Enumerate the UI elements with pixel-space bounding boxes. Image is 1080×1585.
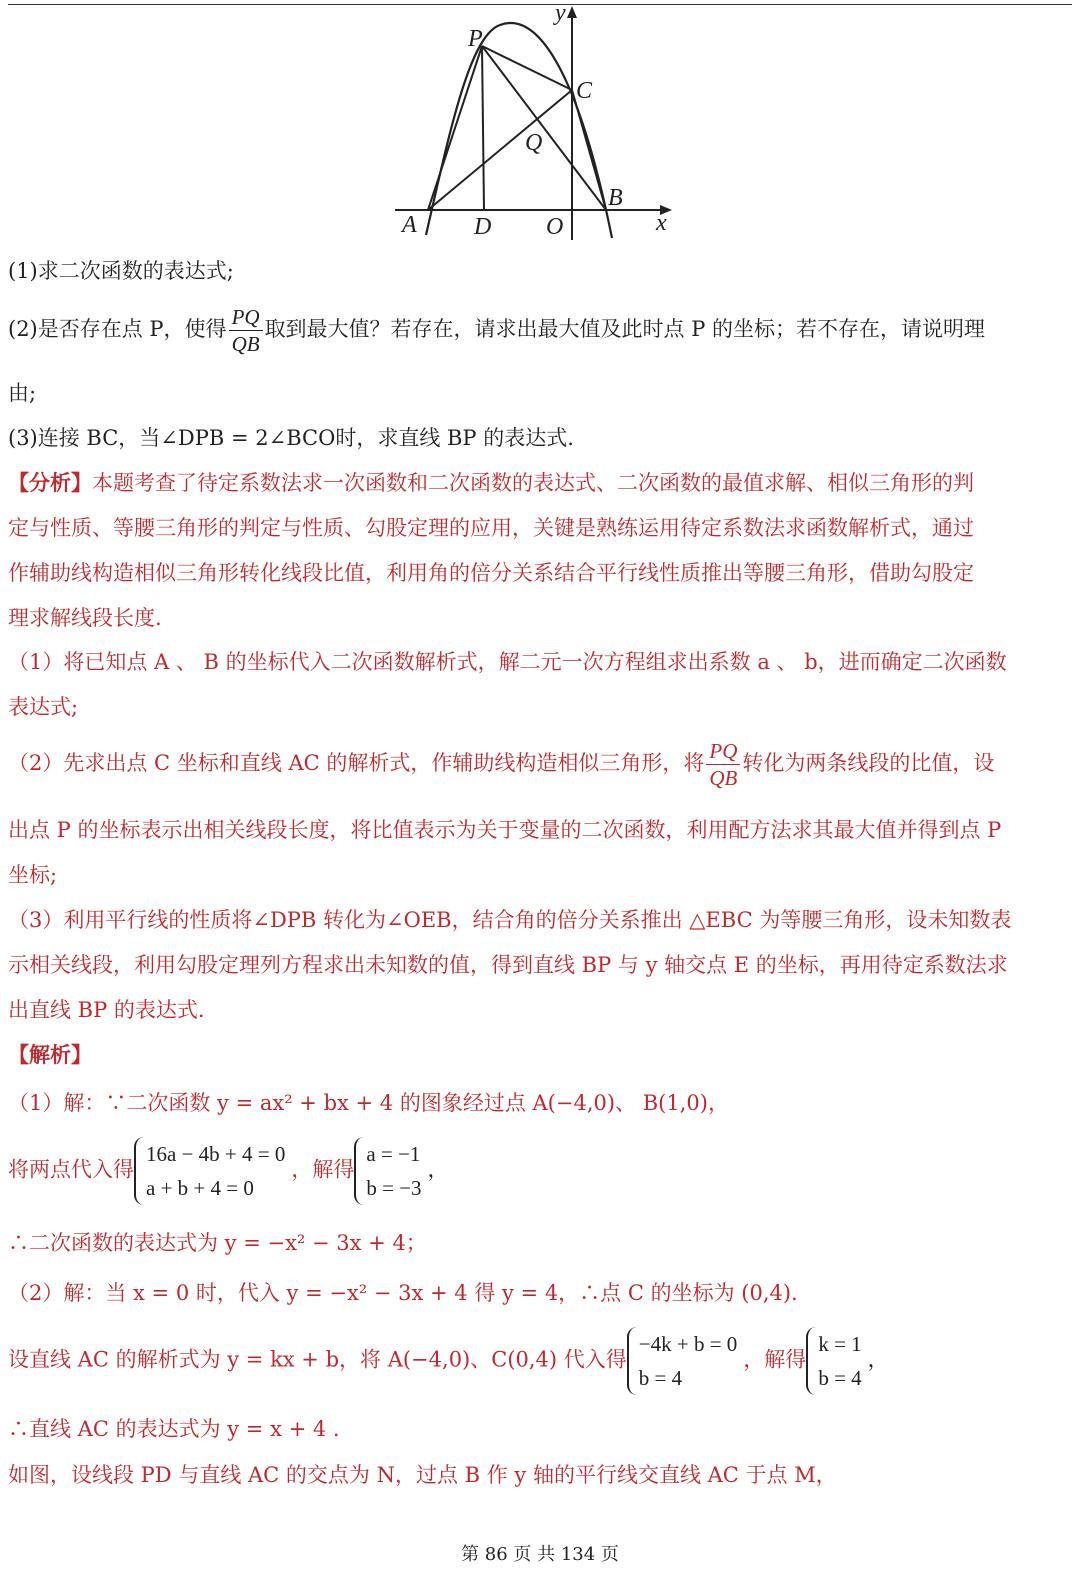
analysis-p2-pre: （2）先求出点 C 坐标和直线 AC 的解析式，作辅助线构造相似三角形，将: [8, 751, 705, 775]
solution-tag: 【解析】: [8, 1042, 92, 1067]
label-Q: Q: [525, 130, 543, 156]
label-P: P: [468, 26, 483, 52]
segment-CB: [572, 90, 606, 210]
solution-s5-end: ，: [867, 1347, 889, 1372]
eq-2-2: b = 4: [638, 1366, 683, 1390]
question-2-pre: (2)是否存在点 P，使得: [8, 317, 227, 341]
ans-1-2: b = −3: [366, 1176, 422, 1200]
analysis-l1: 本题考查了待定系数法求一次函数和二次函数的表达式、二次函数的最值求解、相似三角形的判: [92, 471, 974, 495]
page-footer: 第 86 页 共 134 页: [461, 1544, 619, 1565]
solution-s2: [8, 1137, 449, 1205]
label-D: D: [474, 214, 492, 240]
question-3: (3)连接 BC，当∠DPB = 2∠BCO时，求直线 BP 的表达式.: [8, 426, 574, 450]
analysis-p2b: 出点 P 的坐标表示出相关线段长度，将比值表示为关于变量的二次函数，利用配方法求其最大值并得到点 P: [8, 818, 1002, 842]
equation-solution-2: [806, 1327, 867, 1395]
analysis-p1b: 表达式;: [8, 695, 79, 719]
analysis-p2-post: 转化为两条线段的比值，设: [742, 751, 995, 775]
segment-PB: [482, 46, 606, 210]
analysis-p1a: （1）将已知点 A 、 B 的坐标代入二次函数解析式，解二元一次方程组求出系数 a 、 b，进而确定二次函数: [8, 650, 1007, 674]
question-2-cont: 由;: [8, 381, 37, 405]
fraction-num: PQ: [229, 304, 263, 331]
solution-s6: ∴直线 AC 的表达式为 y = x + 4 .: [8, 1417, 340, 1441]
question-2-post: 取到最大值？若存在，请求出最大值及此时点 P 的坐标；若不存在，请说明理: [264, 317, 986, 341]
analysis-line-3: 作辅助线构造相似三角形转化线段比值，利用角的倍分关系结合平行线性质推出等腰三角形，借助勾股定: [8, 561, 974, 585]
label-O: O: [546, 214, 564, 240]
solution-s2-end: ，: [427, 1157, 449, 1182]
ans-2-2: b = 4: [818, 1366, 862, 1390]
analysis-p3a: （3）利用平行线的性质将∠DPB 转化为∠OEB，结合角的倍分关系推出 △EBC 为等腰三角形，设未知数表: [8, 908, 1012, 932]
analysis-fraction-num: PQ: [706, 738, 740, 765]
question-2: [8, 304, 985, 357]
solution-s7: 如图，设线段 PD 与直线 AC 的交点为 N，过点 B 作 y 轴的平行线交直线 AC 于点 M，: [8, 1463, 837, 1487]
label-C: C: [576, 78, 593, 104]
parabola-figure: [390, 0, 690, 250]
label-A: A: [402, 212, 417, 238]
analysis-fraction-den: QB: [709, 766, 738, 790]
solution-s2-pre: 将两点代入得: [8, 1157, 134, 1182]
solution-s1: （1）解：∵二次函数 y = ax² + bx + 4 的图象经过点 A(−4,0)、 B(1,0)，: [8, 1091, 729, 1115]
segment-PD: [482, 46, 484, 210]
analysis-line-1: [8, 468, 974, 498]
analysis-p3c: 出直线 BP 的表达式.: [8, 998, 205, 1022]
equation-system-1: [134, 1137, 291, 1205]
label-x: x: [656, 210, 667, 236]
segment-AP: [428, 46, 482, 210]
fraction-pq-qb: [229, 304, 263, 357]
eq-1-1: 16a − 4b + 4 = 0: [146, 1142, 286, 1166]
solution-s3: ∴二次函数的表达式为 y = −x² − 3x + 4；: [8, 1231, 427, 1255]
ans-2-1: k = 1: [818, 1332, 862, 1356]
question-1: (1)求二次函数的表达式;: [8, 259, 234, 283]
label-B: B: [608, 185, 623, 211]
solution-s5-mid: ，解得: [743, 1347, 807, 1372]
solution-s4: （2）解：当 x = 0 时，代入 y = −x² − 3x + 4 得 y = 4，∴点 C 的坐标为 (0,4).: [8, 1281, 798, 1305]
eq-2-1: −4k + b = 0: [638, 1332, 738, 1356]
fraction-den: QB: [231, 332, 260, 356]
solution-s5: [8, 1327, 889, 1395]
equation-system-2: [627, 1327, 744, 1395]
eq-1-2: a + b + 4 = 0: [146, 1176, 254, 1200]
analysis-tag: 【分析】: [8, 470, 92, 495]
analysis-p3b: 示相关线段，利用勾股定理列方程求出未知数的值，得到直线 BP 与 y 轴交点 E 的坐标，再用待定系数法求: [8, 953, 1008, 977]
solution-s5-pre: 设直线 AC 的解析式为 y = kx + b，将 A(−4,0)、C(0,4) 代入得: [8, 1347, 627, 1372]
analysis-line-4: 理求解线段长度.: [8, 606, 162, 630]
analysis-line-2: 定与性质、等腰三角形的判定与性质、勾股定理的应用，关键是熟练运用待定系数法求函数解析式，通过: [8, 516, 974, 540]
equation-solution-1: [354, 1137, 427, 1205]
solution-s2-mid: ，解得: [291, 1157, 355, 1182]
analysis-fraction: [706, 738, 740, 791]
analysis-p2c: 坐标;: [8, 863, 58, 887]
segment-AC: [428, 90, 572, 210]
analysis-p2-line: [8, 738, 994, 791]
label-y: y: [555, 0, 566, 26]
y-axis-arrow: [567, 6, 577, 18]
ans-1-1: a = −1: [366, 1142, 421, 1166]
